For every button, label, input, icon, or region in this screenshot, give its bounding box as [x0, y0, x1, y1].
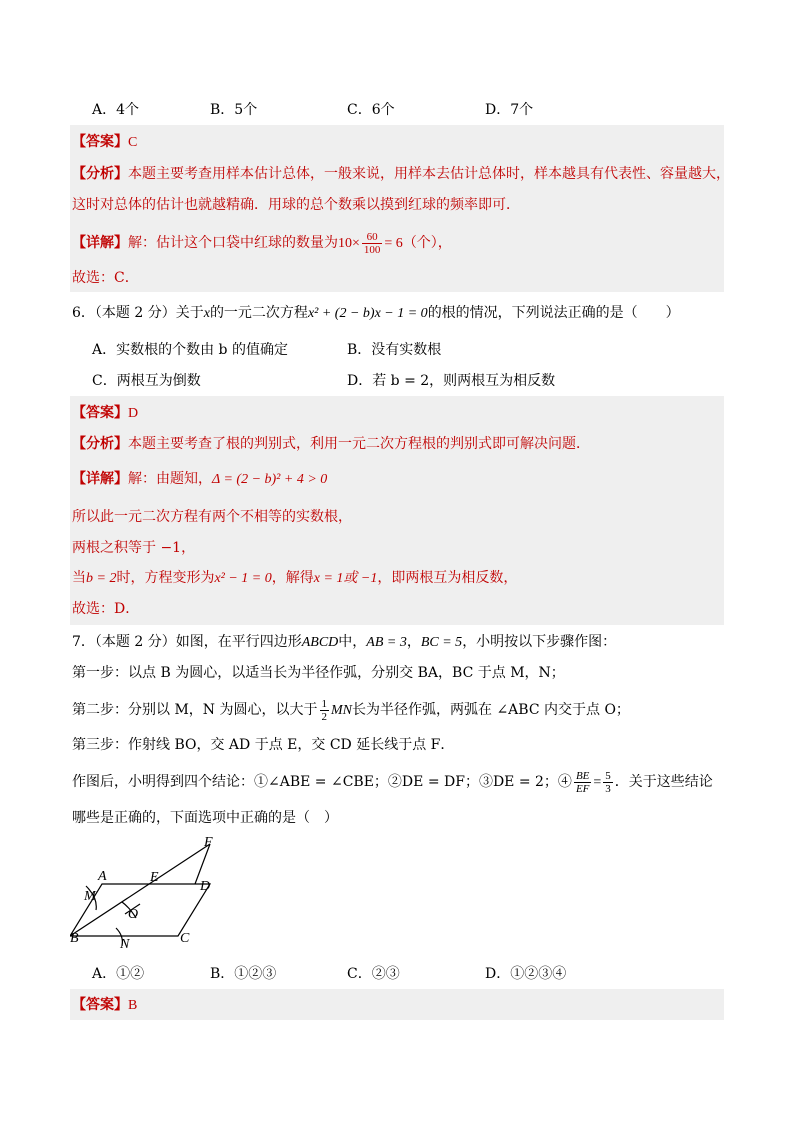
fraction-denominator: 3 — [605, 782, 611, 795]
q6-detail — [72, 469, 327, 490]
label-f: F — [204, 835, 213, 850]
parallelogram-figure — [70, 832, 230, 952]
q7-stem-mid: 中， — [338, 634, 367, 650]
q6-option-b: B．没有实数根 — [347, 342, 442, 358]
analysis-tag: 【分析】 — [72, 436, 128, 452]
line3-cond: b = 2 — [86, 571, 117, 586]
q6-analysis — [72, 434, 590, 454]
cd-extension — [195, 844, 210, 884]
conclusions-pre: 作图后，小明得到四个结论：①∠ABE = ∠CBE；②DE = DF；③DE = 2；④ — [72, 774, 572, 790]
q6-answer — [72, 403, 138, 424]
q6-option-a: A．实数根的个数由 b 的值确定 — [92, 342, 288, 358]
answer-tag: 【答案】 — [72, 134, 128, 150]
q6-detail-line-2: 两根之积等于 −1， — [72, 540, 196, 556]
line3-mid: 时，方程变形为 — [116, 570, 215, 586]
q7-conclusions — [72, 767, 713, 798]
label-c: C — [180, 931, 190, 946]
q7-answer — [72, 995, 137, 1016]
detail-tag: 【详解】 — [72, 235, 128, 251]
q7-option-d: D．①②③④ — [485, 966, 567, 982]
label-n: N — [120, 937, 130, 952]
answer-value: D — [128, 406, 139, 421]
detail-post: （个）， — [402, 235, 452, 251]
fraction-numerator: 60 — [362, 231, 383, 244]
q5-option-b: B．5个 — [210, 102, 258, 118]
q6-detail-line-1: 所以此一元二次方程有两个不相等的实数根， — [72, 509, 352, 525]
q6-stem — [72, 303, 680, 324]
q7-option-a: A．①② — [92, 966, 145, 982]
q5-conclusion: 故选：C． — [72, 270, 139, 286]
step2-post: 长为半径作弧，两弧在 ∠ABC 内交于点 O； — [352, 702, 630, 718]
analysis-text: 本题主要考查用样本估计总体，一般来说，用样本去估计总体时，样本越具有代表性、容量越大， — [128, 166, 730, 182]
detail-fraction — [362, 231, 383, 256]
q7-stem-bc: BC = 5 — [420, 635, 463, 650]
q6-stem-var: x — [203, 306, 210, 321]
q7-stem-figure: ABCD — [301, 635, 339, 650]
q6-stem-equation: x² + (2 − b)x − 1 = 0 — [307, 306, 428, 321]
line3-pre: 当 — [72, 570, 86, 586]
q7-stem — [72, 632, 616, 653]
q7-option-b: B．①②③ — [210, 966, 277, 982]
line3-post: ，即两根互为相反数， — [377, 570, 518, 586]
detail-expr: Δ = (2 − b)² + 4 > 0 — [212, 472, 328, 487]
detail-text: 解：由题知， — [128, 471, 212, 487]
fraction-denominator: EF — [575, 782, 590, 795]
q6-stem-mid: 的一元二次方程 — [209, 305, 308, 321]
answer-tag: 【答案】 — [72, 997, 128, 1013]
conclusion-fraction — [574, 770, 591, 795]
analysis-tag: 【分析】 — [72, 166, 128, 182]
detail-expr-a: 10× — [338, 236, 360, 251]
answer-tag: 【答案】 — [72, 405, 128, 421]
q5-analysis-line-2: 这时对总体的估计也就越精确．用球的总个数乘以摸到红球的频率即可． — [72, 197, 520, 213]
conclusion-value-fraction — [603, 770, 613, 795]
q7-solution-box — [70, 989, 724, 1020]
fraction-denominator: 2 — [321, 710, 327, 723]
line3-sol: x = 1或 −1 — [313, 571, 378, 586]
fraction-numerator: 5 — [605, 769, 611, 782]
detail-text: 解：估计这个口袋中红球的数量为 — [128, 235, 338, 251]
line3-mid2: ，解得 — [271, 570, 314, 586]
conclusions-post: ．关于这些结论 — [614, 774, 713, 790]
fraction-numerator: BE — [575, 769, 590, 782]
q5-option-d: D．7个 — [485, 102, 534, 118]
q7-conclusions-line-2: 哪些是正确的，下面选项中正确的是（ ） — [72, 810, 338, 826]
label-d: D — [200, 879, 211, 894]
conclusion-eq: = — [593, 775, 602, 790]
label-o: O — [128, 907, 139, 922]
q6-conclusion: 故选：D． — [72, 601, 140, 617]
q6-option-d: D．若 b = 2，则两根互为相反数 — [347, 373, 556, 389]
q7-stem-ab: AB = 3 — [366, 635, 407, 650]
q7-stem-pre: 7．（本题 2 分）如图，在平行四边形 — [72, 634, 302, 650]
label-e: E — [150, 870, 159, 885]
q7-stem-sep: ， — [406, 634, 421, 650]
q5-option-c: C．6个 — [347, 102, 395, 118]
label-a: A — [98, 869, 107, 884]
step2-fraction — [320, 698, 330, 723]
q6-detail-line-3 — [72, 568, 517, 589]
q7-step-1: 第一步：以点 B 为圆心，以适当长为半径作弧，分别交 BA，BC 于点 M，N； — [72, 665, 565, 681]
fraction-denominator: 100 — [363, 243, 381, 256]
label-b: B — [70, 931, 79, 946]
label-m: M — [84, 889, 96, 904]
step2-pre: 第二步：分别以 M，N 为圆心，以大于 — [72, 702, 318, 718]
answer-value: B — [128, 998, 138, 1013]
fraction-numerator: 1 — [321, 697, 327, 710]
q6-stem-pre: 6．（本题 2 分）关于 — [72, 305, 204, 321]
q6-stem-post: 的根的情况，下列说法正确的是（ ） — [427, 305, 680, 321]
detail-tag: 【详解】 — [72, 471, 128, 487]
q7-step-3: 第三步：作射线 BO，交 AD 于点 E，交 CD 延长线于点 F． — [72, 737, 455, 753]
q5-answer — [72, 132, 137, 153]
detail-expr-b: = 6 — [384, 236, 403, 251]
answer-value: C — [128, 135, 138, 150]
q6-option-c: C．两根互为倒数 — [92, 373, 201, 389]
q7-step-2 — [72, 697, 630, 724]
step2-mn: MN — [331, 703, 352, 718]
q5-detail — [72, 230, 452, 257]
q5-option-a: A．4个 — [92, 102, 140, 118]
analysis-text: 本题主要考查了根的判别式，利用一元二次方程根的判别式即可解决问题． — [128, 436, 590, 452]
q7-option-c: C．②③ — [347, 966, 400, 982]
q5-analysis-line-1 — [72, 164, 730, 184]
line3-eq: x² − 1 = 0 — [214, 571, 272, 586]
q7-stem-post: ，小明按以下步骤作图： — [462, 634, 617, 650]
